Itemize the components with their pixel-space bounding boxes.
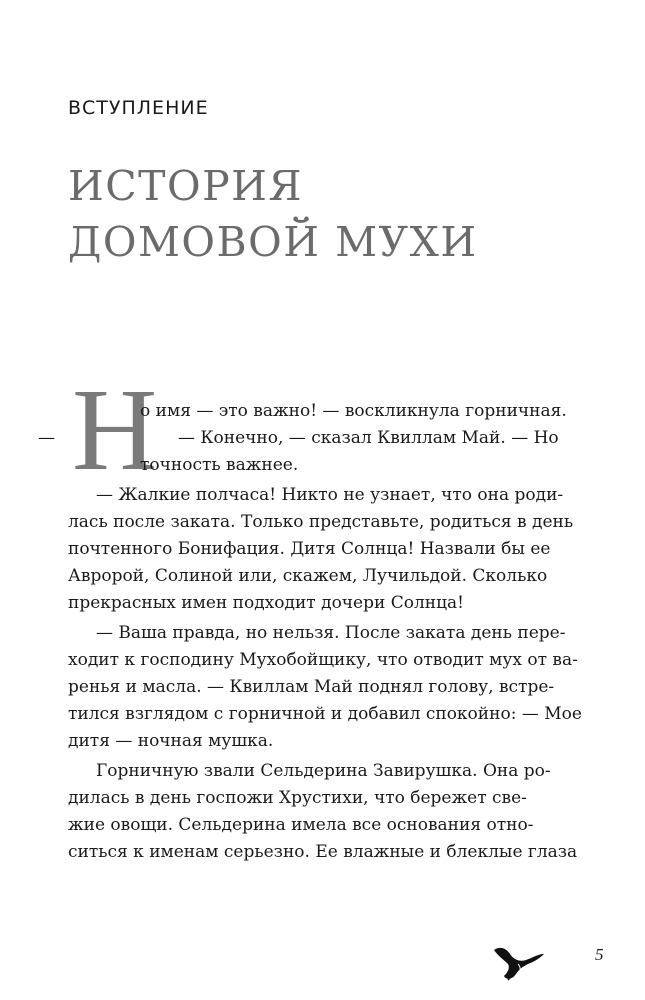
drop-cap: Н: [72, 364, 158, 495]
body-line: Горничную звали Сельдерина Завирушка. Она ро-: [96, 761, 551, 781]
body-line: жие овощи. Сельдерина имела все основания отно-: [68, 815, 534, 835]
page-number: 5: [595, 945, 604, 964]
body-line: ходит к господину Мухобойщику, что отводит мух от ва-: [68, 650, 578, 670]
body-line: дилась в день госпожи Хрустихи, что бережет све-: [68, 788, 527, 808]
body-line: ситься к именам серьезно. Ее влажные и блеклые глаза: [68, 842, 578, 862]
body-line: — Ваша правда, но нельзя. После заката день пере-: [96, 623, 566, 643]
body-line: — Конечно, — сказал Квиллам Май. — Но: [178, 428, 559, 448]
body-line: прекрасных имен подходит дочери Солнца!: [68, 593, 464, 613]
body-line: о имя — это важно! — воскликнула горничная.: [140, 401, 567, 421]
flying-bird-logo-icon: [490, 940, 548, 982]
body-line: — Жалкие полчаса! Никто не узнает, что она роди-: [96, 485, 564, 505]
body-line: точность важнее.: [140, 455, 299, 475]
leading-dash: —: [38, 428, 55, 448]
body-line: ренья и масла. — Квиллам Май поднял голову, встре-: [68, 677, 555, 697]
body-line: Авророй, Солиной или, скажем, Лучильдой. Сколько: [68, 566, 548, 586]
chapter-title: [68, 158, 478, 270]
body-line: дитя — ночная мушка.: [68, 731, 274, 751]
body-line: лась после заката. Только представьте, родиться в день: [68, 512, 574, 532]
chapter-title-line-1: ИСТОРИЯ: [68, 162, 304, 210]
section-label: ВСТУПЛЕНИЕ: [68, 97, 209, 119]
chapter-title-line-2: ДОМОВОЙ МУХИ: [68, 218, 478, 266]
body-line: почтенного Бонифация. Дитя Солнца! Назвали бы ее: [68, 539, 551, 559]
body-line: тился взглядом с горничной и добавил спокойно: — Мое: [68, 704, 582, 724]
